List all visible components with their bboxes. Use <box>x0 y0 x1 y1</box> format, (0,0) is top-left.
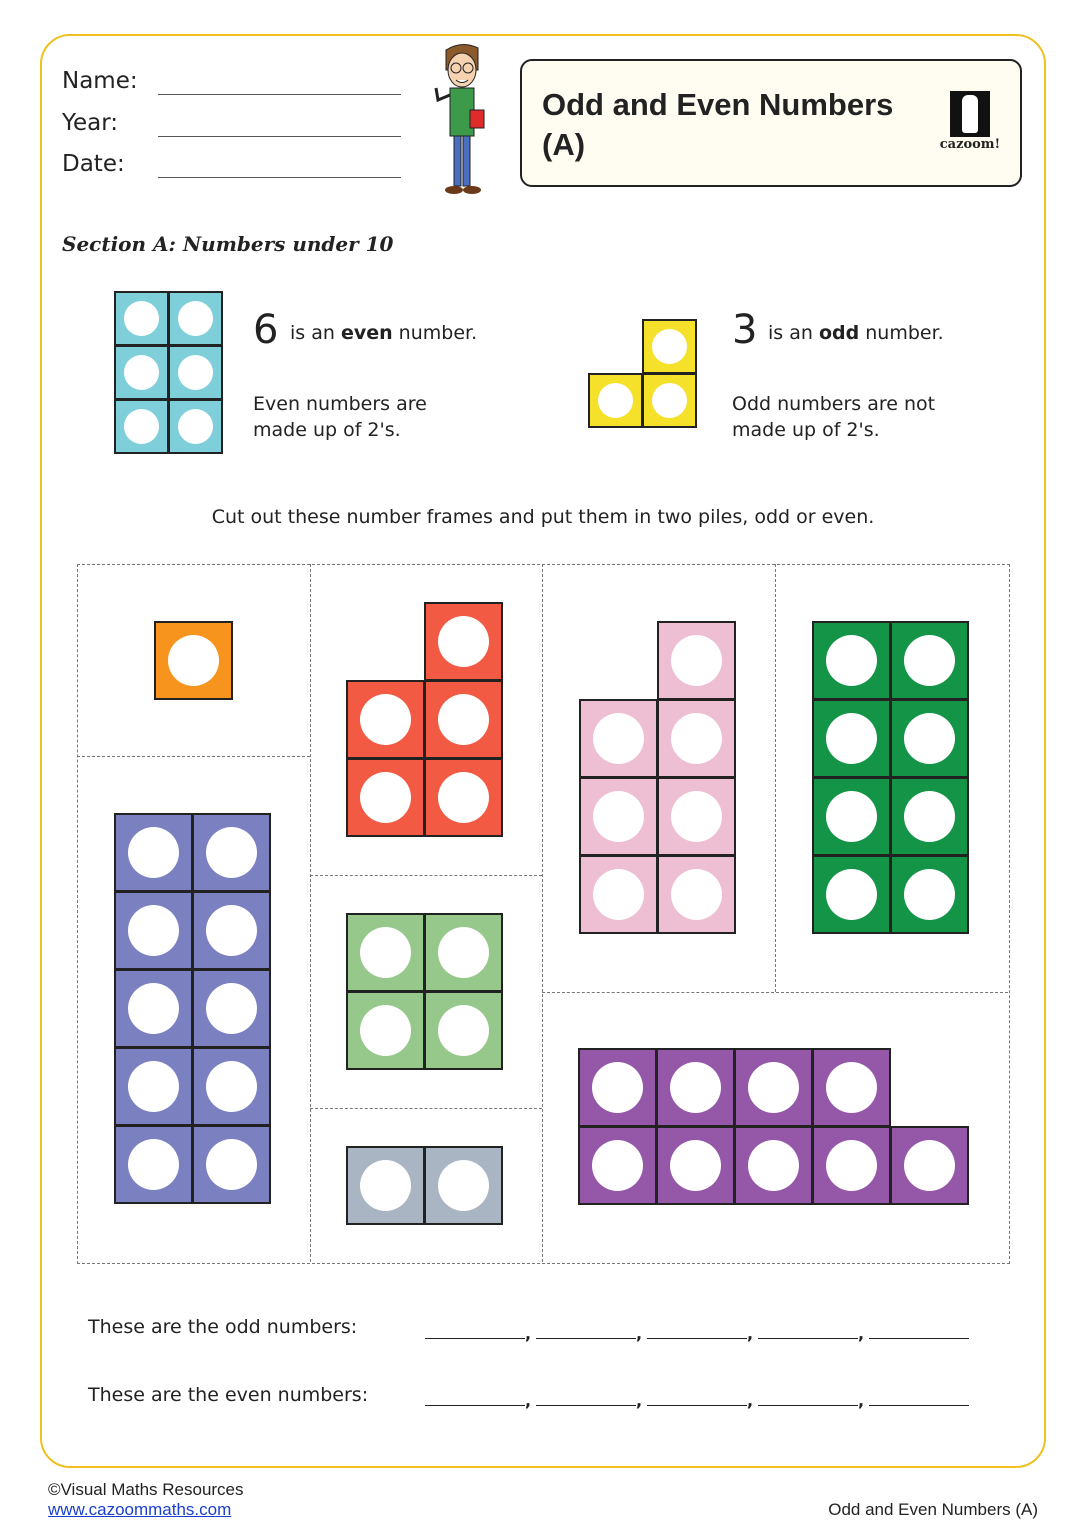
counter-dot <box>904 713 955 764</box>
counter-dot <box>826 635 877 686</box>
frame-cell <box>890 777 969 856</box>
date-label: Date: <box>62 151 125 177</box>
frame-cell <box>642 373 697 428</box>
counter-dot <box>593 713 644 764</box>
counter-dot <box>652 329 687 364</box>
counter-dot <box>592 1062 643 1113</box>
frame-cell <box>192 813 271 892</box>
counter-dot <box>904 1140 955 1191</box>
frame-cell <box>812 621 891 700</box>
counter-dot <box>360 772 411 823</box>
counter-dot <box>128 983 179 1034</box>
counter-dot <box>124 409 159 444</box>
frame-cell <box>154 621 233 700</box>
counter-dot <box>826 1062 877 1113</box>
frame-cell <box>192 1047 271 1126</box>
counter-dot <box>168 635 219 686</box>
frame-cell <box>114 291 169 346</box>
separator-comma: , <box>636 1324 643 1343</box>
separator-comma: , <box>525 1324 532 1343</box>
counter-dot <box>593 869 644 920</box>
frame-cell <box>812 699 891 778</box>
counter-dot <box>360 1160 411 1211</box>
counter-dot <box>206 905 257 956</box>
frame-cell <box>657 699 736 778</box>
counter-dot <box>206 1061 257 1112</box>
counter-dot <box>206 983 257 1034</box>
counter-dot <box>904 635 955 686</box>
frame-cell <box>579 777 658 856</box>
frame-cell <box>114 345 169 400</box>
frame-cell <box>114 969 193 1048</box>
frame-cell <box>657 621 736 700</box>
frame-cell <box>424 602 503 681</box>
separator-comma: , <box>858 1324 865 1343</box>
frame-cell <box>346 758 425 837</box>
name-line[interactable] <box>158 94 401 95</box>
frame-cell <box>114 399 169 454</box>
frame-cell <box>588 373 643 428</box>
cut-line <box>775 564 776 992</box>
frame-cell <box>656 1126 735 1205</box>
separator-comma: , <box>858 1391 865 1410</box>
counter-dot <box>438 772 489 823</box>
counter-dot <box>671 791 722 842</box>
frame-cell <box>168 291 223 346</box>
cut-line <box>542 564 543 1262</box>
frame-cell <box>424 680 503 759</box>
counter-dot <box>826 869 877 920</box>
frame-cell <box>168 345 223 400</box>
separator-comma: , <box>747 1324 754 1343</box>
counter-dot <box>593 791 644 842</box>
counter-dot <box>671 713 722 764</box>
frame-cell <box>192 1125 271 1204</box>
even-answer-blank[interactable] <box>869 1405 969 1406</box>
counter-dot <box>904 869 955 920</box>
counter-dot <box>178 409 213 444</box>
footer-title: Odd and Even Numbers (A) <box>828 1500 1038 1519</box>
even-answer-blank[interactable] <box>425 1405 525 1406</box>
cut-line <box>310 875 542 876</box>
counter-dot <box>360 694 411 745</box>
copyright-text: ©Visual Maths Resources <box>48 1480 244 1499</box>
counter-dot <box>124 355 159 390</box>
counter-dot <box>438 694 489 745</box>
example-number-even: 6 <box>253 307 279 353</box>
frame-cell <box>890 699 969 778</box>
frame-cell <box>642 319 697 374</box>
frame-cell <box>346 1146 425 1225</box>
frame-cell <box>734 1126 813 1205</box>
frame-cell <box>890 1126 969 1205</box>
frame-cell <box>114 1047 193 1126</box>
instruction-text: Cut out these number frames and put them in two piles, odd or even. <box>211 506 875 528</box>
counter-dot <box>178 355 213 390</box>
even-answer-blank[interactable] <box>758 1405 858 1406</box>
frame-cell <box>346 991 425 1070</box>
counter-dot <box>904 791 955 842</box>
frame-cell <box>656 1048 735 1127</box>
name-label: Name: <box>62 68 138 94</box>
example-number-odd: 3 <box>732 307 758 353</box>
counter-dot <box>178 301 213 336</box>
frame-cell <box>424 913 503 992</box>
date-line[interactable] <box>158 177 401 178</box>
counter-dot <box>360 1005 411 1056</box>
frame-cell <box>346 913 425 992</box>
frame-cell <box>578 1126 657 1205</box>
counter-dot <box>128 1139 179 1190</box>
frame-cell <box>114 1125 193 1204</box>
frame-cell <box>812 1126 891 1205</box>
odd-answer-blank[interactable] <box>869 1338 969 1339</box>
counter-dot <box>438 927 489 978</box>
counter-dot <box>206 1139 257 1190</box>
frame-cell <box>890 855 969 934</box>
counter-dot <box>438 616 489 667</box>
teacher-illustration <box>432 40 492 200</box>
year-line[interactable] <box>158 136 401 137</box>
counter-dot <box>360 927 411 978</box>
counter-dot <box>826 713 877 764</box>
frame-cell <box>734 1048 813 1127</box>
frame-cell <box>424 991 503 1070</box>
frame-cell <box>657 855 736 934</box>
frame-cell <box>890 621 969 700</box>
counter-dot <box>670 1140 721 1191</box>
counter-dot <box>124 301 159 336</box>
counter-dot <box>438 1005 489 1056</box>
odd-answer-blank[interactable] <box>647 1338 747 1339</box>
counter-dot <box>671 869 722 920</box>
frame-cell <box>812 1048 891 1127</box>
frame-cell <box>579 699 658 778</box>
counter-dot <box>438 1160 489 1211</box>
even-answer-blank[interactable] <box>647 1405 747 1406</box>
even-answer-label: These are the even numbers: <box>88 1384 369 1406</box>
frame-cell <box>812 855 891 934</box>
frame-cell <box>424 1146 503 1225</box>
frame-cell <box>192 891 271 970</box>
frame-cell <box>579 855 658 934</box>
example-explanation-odd: Odd numbers are not made up of 2's. <box>732 393 936 441</box>
odd-answer-blank[interactable] <box>758 1338 858 1339</box>
frame-cell <box>192 969 271 1048</box>
counter-dot <box>598 383 633 418</box>
cut-line <box>310 564 311 1262</box>
counter-dot <box>671 635 722 686</box>
example-statement-odd: is an odd number. <box>768 322 944 344</box>
odd-answer-label: These are the odd numbers: <box>88 1316 358 1338</box>
cazoom-logo: cazoom! <box>932 91 1008 152</box>
separator-comma: , <box>636 1391 643 1410</box>
counter-dot <box>826 791 877 842</box>
example-statement-even: is an even number. <box>290 322 478 344</box>
odd-answer-blank[interactable] <box>536 1338 636 1339</box>
frame-cell <box>424 758 503 837</box>
website-link[interactable]: www.cazoommaths.com <box>48 1500 232 1519</box>
counter-dot <box>206 827 257 878</box>
title-box <box>520 59 1022 187</box>
odd-answer-blank[interactable] <box>425 1338 525 1339</box>
even-answer-blank[interactable] <box>536 1405 636 1406</box>
counter-dot <box>748 1140 799 1191</box>
counter-dot <box>128 827 179 878</box>
frame-cell <box>114 813 193 892</box>
separator-comma: , <box>525 1391 532 1410</box>
frame-cell <box>346 680 425 759</box>
counter-dot <box>826 1140 877 1191</box>
counter-dot <box>670 1062 721 1113</box>
separator-comma: , <box>747 1391 754 1410</box>
year-label: Year: <box>62 110 119 136</box>
counter-dot <box>592 1140 643 1191</box>
worksheet-title: Odd and Even Numbers (A) <box>542 87 894 162</box>
frame-cell <box>114 891 193 970</box>
counter-dot <box>748 1062 799 1113</box>
cut-line <box>542 992 1008 993</box>
counter-dot <box>652 383 687 418</box>
counter-dot <box>128 1061 179 1112</box>
example-explanation-even: Even numbers are made up of 2's. <box>253 393 427 441</box>
frame-cell <box>657 777 736 856</box>
counter-dot <box>128 905 179 956</box>
section-heading: Section A: Numbers under 10 <box>62 232 394 256</box>
frame-cell <box>168 399 223 454</box>
cut-line <box>77 756 310 757</box>
cut-line <box>310 1108 542 1109</box>
frame-cell <box>578 1048 657 1127</box>
frame-cell <box>812 777 891 856</box>
